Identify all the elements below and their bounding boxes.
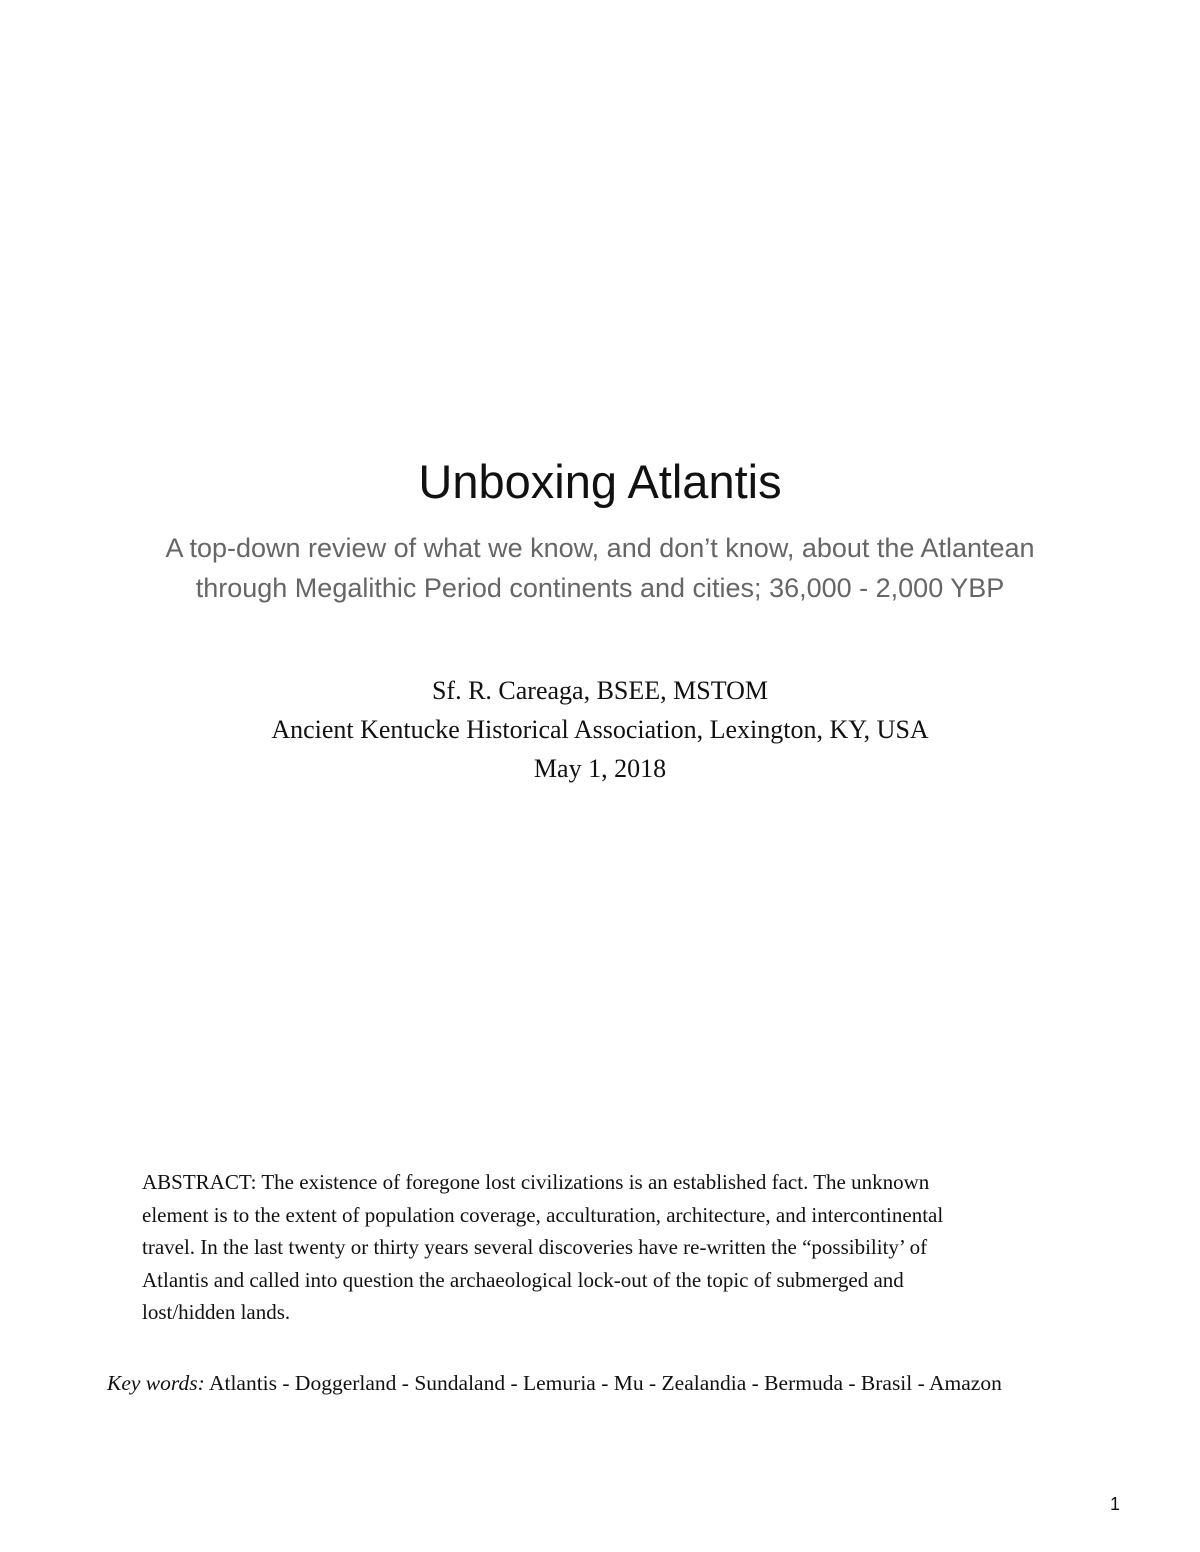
document-subtitle [80,528,1120,608]
document-title: Unboxing Atlantis [418,455,782,508]
subtitle-line: through Megalithic Period continents and cities; 36,000 - 2,000 YBP [195,573,1005,603]
abstract-line: ABSTRACT: The existence of foregone lost civilizations is an established fact. The unknown [142,1170,930,1194]
keywords-label: Key words: [107,1371,205,1395]
author-name: Sf. R. Careaga, BSEE, MSTOM [431,676,769,705]
abstract-line: element is to the extent of population coverage, acculturation, architecture, and intercontinental [142,1202,944,1227]
keywords [107,1368,1002,1398]
keywords-list: Atlantis - Doggerland - Sundaland - Lemuria - Mu - Zealandia - Bermuda - Brasil - Amazon [204,1371,1002,1395]
subtitle-line: A top-down review of what we know, and don’t know, about the Atlantean [165,533,1035,563]
abstract-line: lost/hidden lands. [142,1300,291,1324]
abstract-line: travel. In the last twenty or thirty years several discoveries have re-written the “possibility’ of [142,1235,928,1259]
author-affiliation: Ancient Kentucke Historical Association, Lexington, KY, USA [271,715,929,744]
abstract-line: Atlantis and called into question the archaeological lock-out of the topic of submerged and [142,1267,904,1292]
author-block [0,671,1200,788]
abstract [142,1166,1062,1329]
page-number: 1 [1110,1494,1121,1514]
document-date: May 1, 2018 [533,754,667,783]
